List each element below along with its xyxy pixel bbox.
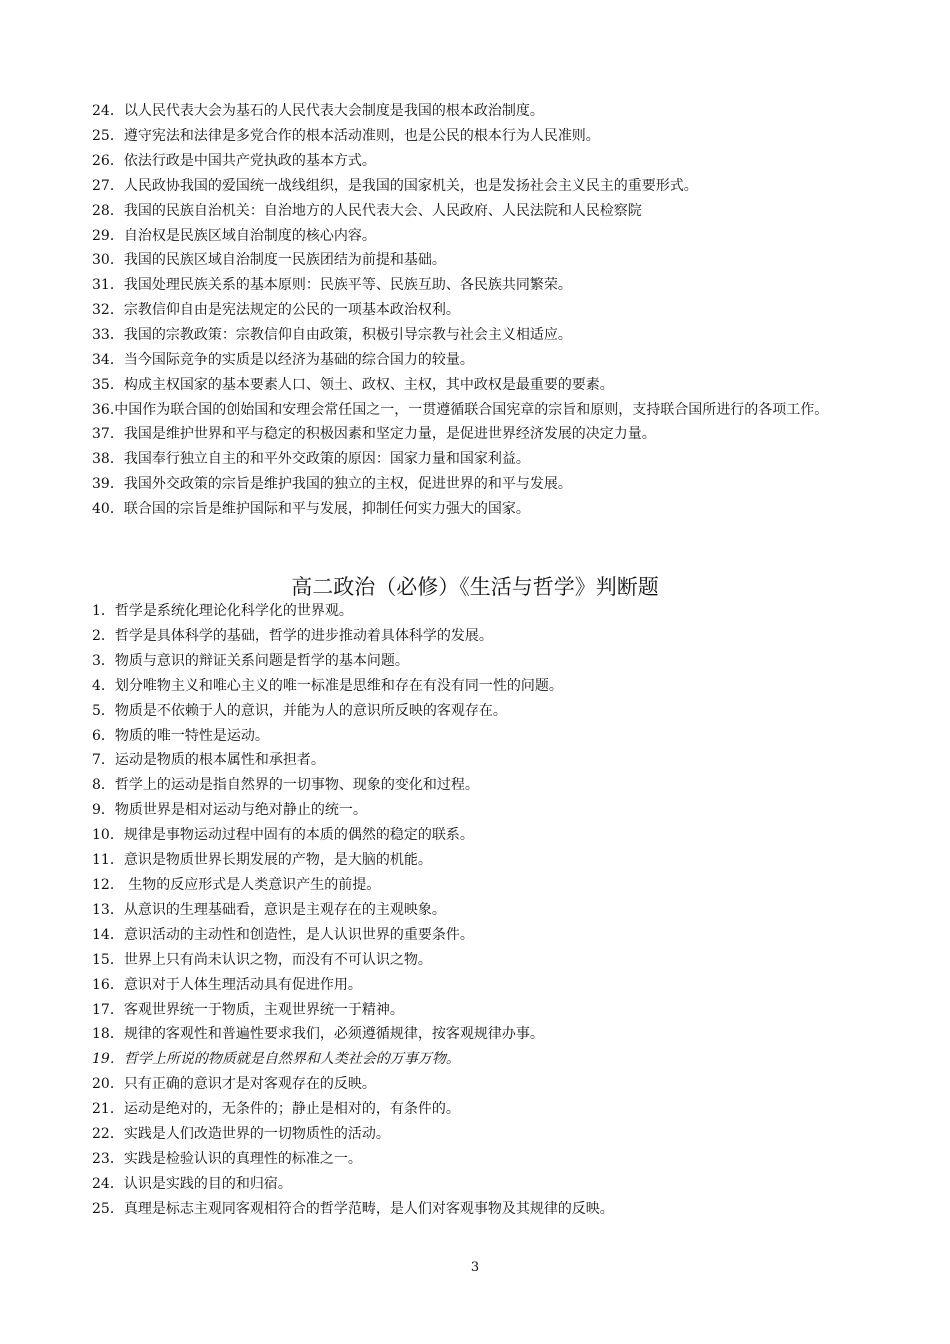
list-item: 39．我国外交政策的宗旨是维护我国的独立的主权，促进世界的和平与发展。 <box>92 476 572 493</box>
list-item: 35．构成主权国家的基本要素人口、领土、政权、主权，其中政权是最重要的要素。 <box>92 376 614 393</box>
list-item: 31．我国处理民族关系的基本原则：民族平等、民族互助、各民族共同繁荣。 <box>92 277 572 294</box>
list-item: 34．当今国际竞争的实质是以经济为基础的综合国力的较量。 <box>92 352 474 369</box>
list-item: 32．宗教信仰自由是宪法规定的公民的一项基本政治权利。 <box>92 302 460 319</box>
list-item: 33．我国的宗教政策：宗教信仰自由政策，积极引导宗教与社会主义相适应。 <box>92 327 572 344</box>
list-item: 8．哲学上的运动是指自然界的一切事物、现象的变化和过程。 <box>92 777 479 794</box>
list-item: 20．只有正确的意识才是对客观存在的反映。 <box>92 1076 376 1093</box>
list-item: 38．我国奉行独立自主的和平外交政策的原因：国家力量和国家利益。 <box>92 451 530 468</box>
section-title: 高二政治（必修）《生活与哲学》判断题 <box>291 575 659 599</box>
list-item: 18．规律的客观性和普遍性要求我们，必须遵循规律，按客观规律办事。 <box>92 1026 544 1043</box>
list-item: 16．意识对于人体生理活动具有促进作用。 <box>92 976 362 993</box>
list-item: 13．从意识的生理基础看，意识是主观存在的主观映象。 <box>92 901 446 918</box>
list-item: 23．实践是检验认识的真理性的标准之一。 <box>92 1150 362 1167</box>
list-item: 22．实践是人们改造世界的一切物质性的活动。 <box>92 1126 390 1143</box>
list-item: 15．世界上只有尚未认识之物，而没有不可认识之物。 <box>92 951 432 968</box>
list-item: 2．哲学是具体科学的基础，哲学的进步推动着具体科学的发展。 <box>92 627 493 644</box>
list-item: 30．我国的民族区域自治制度一民族团结为前提和基础。 <box>92 252 446 269</box>
list-item: 25．遵守宪法和法律是多党合作的根本活动准则，也是公民的根本行为人民准则。 <box>92 127 600 144</box>
list-item: 1．哲学是系统化理论化科学化的世界观。 <box>92 603 353 619</box>
page-number: 3 <box>470 1260 480 1275</box>
list-item: 5．物质是不依赖于人的意识，并能为人的意识所反映的客观存在。 <box>92 702 507 719</box>
list-item: 17．客观世界统一于物质，主观世界统一于精神。 <box>92 1001 404 1018</box>
list-item: 14．意识活动的主动性和创造性，是人认识世界的重要条件。 <box>92 926 474 943</box>
list-item: 21．运动是绝对的，无条件的；静止是相对的，有条件的。 <box>92 1101 460 1118</box>
list-item: 11．意识是物质世界长期发展的产物，是大脑的机能。 <box>92 852 432 869</box>
list-item: 40．联合国的宗旨是维护国际和平与发展，抑制任何实力强大的国家。 <box>92 501 530 518</box>
list-item: 27．人民政协我国的爱国统一战线组织，是我国的国家机关，也是发扬社会主义民主的重要形式。 <box>92 177 698 194</box>
list-item: 9．物质世界是相对运动与绝对静止的统一。 <box>92 802 367 819</box>
list-item: 19．哲学上所说的物质就是自然界和人类社会的万事万物。 <box>92 1051 460 1068</box>
statement-list-philosophy <box>92 599 872 1222</box>
list-item: 3．物质与意识的辩证关系问题是哲学的基本问题。 <box>92 652 409 669</box>
list-item: 4．划分唯物主义和唯心主义的唯一标准是思维和存在有没有同一性的问题。 <box>92 677 563 694</box>
list-item: 6．物质的唯一特性是运动。 <box>92 727 269 744</box>
list-item: 10．规律是事物运动过程中固有的本质的偶然的稳定的联系。 <box>92 827 474 844</box>
statement-list-politics <box>92 99 872 522</box>
list-item: 12． 生物的反应形式是人类意识产生的前提。 <box>92 876 381 893</box>
list-item: 28．我国的民族自治机关：自治地方的人民代表大会、人民政府、人民法院和人民检察院 <box>92 202 642 219</box>
list-item: 37．我国是维护世界和平与稳定的积极因素和坚定力量，是促进世界经济发展的决定力量。 <box>92 426 656 443</box>
list-item: 29．自治权是民族区域自治制度的核心内容。 <box>92 227 376 244</box>
list-item: 7．运动是物质的根本属性和承担者。 <box>92 752 325 769</box>
list-item: 26．依法行政是中国共产党执政的基本方式。 <box>92 152 376 169</box>
list-item: 24．认识是实践的目的和归宿。 <box>92 1175 292 1192</box>
list-item: 24．以人民代表大会为基石的人民代表大会制度是我国的根本政治制度。 <box>92 103 544 119</box>
list-item: 25．真理是标志主观同客观相符合的哲学范畴，是人们对客观事物及其规律的反映。 <box>92 1200 614 1217</box>
list-item: 36.中国作为联合国的创始国和安理会常任国之一，一贯遵循联合国宪章的宗旨和原则，支持联合国所进行的各项工作。 <box>92 401 829 418</box>
